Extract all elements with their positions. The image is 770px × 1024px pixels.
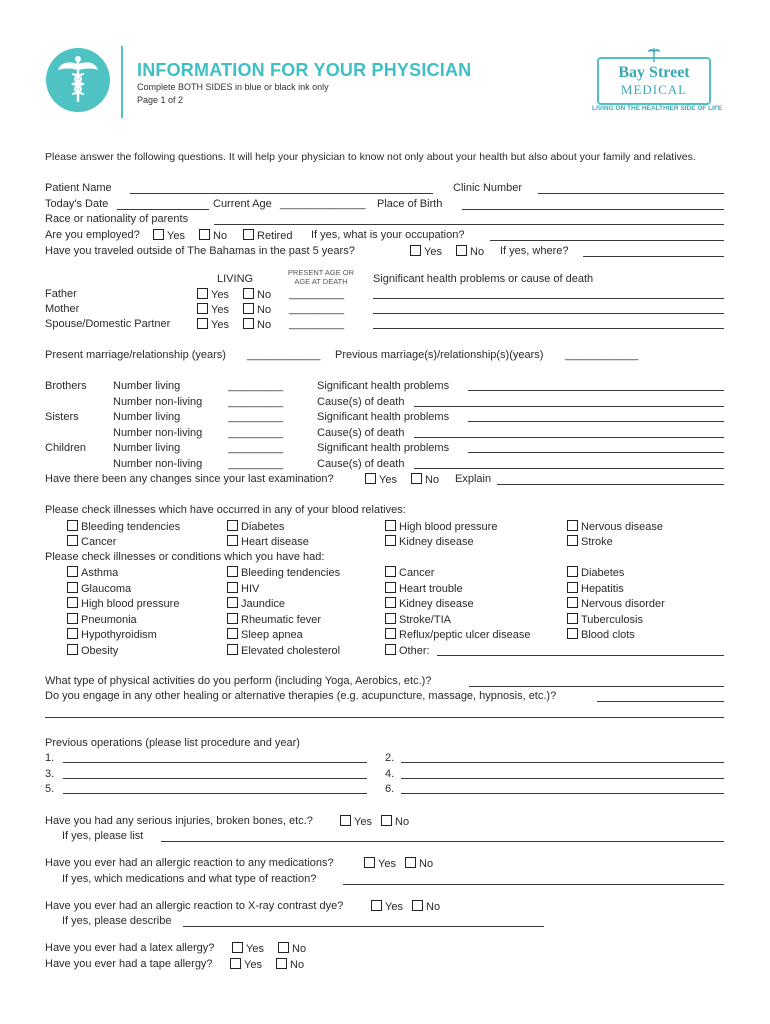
operation-number: 6. xyxy=(385,783,395,795)
checkbox-icon xyxy=(276,958,287,969)
brand-sub: MEDICAL xyxy=(620,82,688,97)
checkbox-icon xyxy=(197,318,208,329)
self-item[interactable]: Glaucoma xyxy=(67,582,131,595)
father-age-field[interactable]: _________ xyxy=(289,288,345,300)
self-item[interactable]: Cancer xyxy=(385,566,434,579)
checkbox-icon xyxy=(227,566,238,577)
ink-instructions: Complete BOTH SIDES in blue or black ink only xyxy=(137,82,329,92)
latex-allergy-label: Have you ever had a latex allergy? xyxy=(45,942,215,954)
latex-allergy-no[interactable]: No xyxy=(278,942,306,955)
checkbox-icon xyxy=(412,900,423,911)
blood-item[interactable]: Stroke xyxy=(567,535,613,548)
logo-badge xyxy=(46,48,110,112)
tape-allergy-yes[interactable]: Yes xyxy=(230,958,262,971)
self-item[interactable]: Obesity xyxy=(67,644,118,657)
operation-field-1[interactable] xyxy=(63,762,367,763)
travel-label: Have you traveled outside of The Bahamas in the past 5 years? xyxy=(45,245,355,257)
checkbox-icon xyxy=(243,318,254,329)
employed-yes[interactable]: Yes xyxy=(153,229,185,242)
injuries-no[interactable]: No xyxy=(381,815,409,828)
med-allergy-follow-label: If yes, which medications and what type of reaction? xyxy=(62,873,317,885)
mother-problems-field[interactable] xyxy=(373,313,724,314)
spouse-age-field[interactable]: _________ xyxy=(289,318,345,330)
checkbox-icon xyxy=(385,628,396,639)
operation-field-2[interactable] xyxy=(401,762,724,763)
checkbox-icon xyxy=(227,628,238,639)
mother-no[interactable]: No xyxy=(243,303,271,316)
checkbox-icon xyxy=(411,473,422,484)
mother-label: Mother xyxy=(45,303,80,315)
self-item[interactable]: Diabetes xyxy=(567,566,624,579)
blood-item[interactable]: High blood pressure xyxy=(385,520,497,533)
med-allergy-yes[interactable]: Yes xyxy=(364,857,396,870)
clinic-number-field[interactable] xyxy=(538,193,724,194)
checkbox-icon xyxy=(227,582,238,593)
sisters-label: Sisters xyxy=(45,411,79,423)
todays-date-field[interactable] xyxy=(117,209,209,210)
checkbox-icon xyxy=(67,566,78,577)
checkbox-icon xyxy=(243,229,254,240)
operation-number: 2. xyxy=(385,752,395,764)
present-marriage-label: Present marriage/relationship (years) xyxy=(45,349,226,361)
brothers-living-field[interactable]: _________ xyxy=(228,380,284,392)
self-heading: Please check illnesses or conditions which you have had: xyxy=(45,551,325,563)
self-item[interactable]: Stroke/TIA xyxy=(385,613,451,626)
race-label: Race or nationality of parents xyxy=(45,213,189,225)
checkbox-icon xyxy=(364,857,375,868)
employed-no[interactable]: No xyxy=(199,229,227,242)
spouse-label: Spouse/Domestic Partner xyxy=(45,318,171,330)
father-no[interactable]: No xyxy=(243,288,271,301)
self-item[interactable]: Jaundice xyxy=(227,597,285,610)
checkbox-icon xyxy=(385,520,396,531)
self-item[interactable]: Kidney disease xyxy=(385,597,474,610)
healing-label: Do you engage in any other healing or alternative therapies (e.g. acupuncture, massage, hypnosis, etc.)? xyxy=(45,690,557,702)
father-label: Father xyxy=(45,288,77,300)
brothers-label: Brothers xyxy=(45,380,87,392)
healing-field[interactable] xyxy=(597,701,724,702)
checkbox-icon xyxy=(567,628,578,639)
operation-number: 4. xyxy=(385,768,395,780)
blood-item[interactable]: Cancer xyxy=(67,535,116,548)
family-problems-header: Significant health problems or cause of death xyxy=(373,273,594,285)
children-problems-label: Significant health problems xyxy=(317,442,450,454)
checkbox-icon xyxy=(410,245,421,256)
father-yes[interactable]: Yes xyxy=(197,288,229,301)
current-age-field[interactable]: ______________ xyxy=(280,198,366,210)
checkbox-icon xyxy=(67,644,78,655)
brand-logo xyxy=(597,57,711,105)
latex-allergy-yes[interactable]: Yes xyxy=(232,942,264,955)
checkbox-icon xyxy=(232,942,243,953)
xray-follow-label: If yes, please describe xyxy=(62,915,172,927)
checkbox-icon xyxy=(456,245,467,256)
birth-place-field[interactable] xyxy=(462,209,724,210)
brothers-problems-field[interactable] xyxy=(468,390,724,391)
page-number: Page 1 of 2 xyxy=(137,95,184,105)
mother-yes[interactable]: Yes xyxy=(197,303,229,316)
mother-age-field[interactable]: _________ xyxy=(289,303,345,315)
self-item[interactable]: Reflux/peptic ulcer disease xyxy=(385,628,530,641)
clinic-number-label: Clinic Number xyxy=(453,182,523,194)
checkbox-icon xyxy=(567,535,578,546)
injuries-list-label: If yes, please list xyxy=(62,830,144,842)
checkbox-icon xyxy=(278,942,289,953)
checkbox-icon xyxy=(385,597,396,608)
children-cause-field[interactable] xyxy=(414,468,724,469)
brothers-nonliving-label: Number non-living xyxy=(113,396,203,408)
checkbox-icon xyxy=(385,535,396,546)
checkbox-icon xyxy=(243,303,254,314)
changes-explain-label: Explain xyxy=(455,473,492,485)
travel-where-field[interactable] xyxy=(583,256,724,257)
spouse-problems-field[interactable] xyxy=(373,328,724,329)
xray-allergy-label: Have you ever had an allergic reaction to X-ray contrast dye? xyxy=(45,900,344,912)
father-problems-field[interactable] xyxy=(373,298,724,299)
injuries-list-field[interactable] xyxy=(161,841,724,842)
checkbox-icon xyxy=(153,229,164,240)
checkbox-icon xyxy=(385,644,396,655)
operation-number: 3. xyxy=(45,768,55,780)
blood-heading: Please check illnesses which have occurred in any of your blood relatives: xyxy=(45,504,406,516)
physical-activities-label: What type of physical activities do you perform (including Yoga, Aerobics, etc.)? xyxy=(45,675,432,687)
self-item[interactable]: Rheumatic fever xyxy=(227,613,321,626)
checkbox-icon xyxy=(227,613,238,624)
brothers-nonliving-field[interactable]: _________ xyxy=(228,396,284,408)
brothers-living-label: Number living xyxy=(113,380,181,392)
med-allergy-no[interactable]: No xyxy=(405,857,433,870)
operation-number: 5. xyxy=(45,783,55,795)
intro-text: Please answer the following questions. It will help your physician to know not only about your health but also about your family and relatives. xyxy=(45,151,696,163)
checkbox-icon xyxy=(67,628,78,639)
brothers-cause-field[interactable] xyxy=(414,406,724,407)
injuries-label: Have you had any serious injuries, broken bones, etc.? xyxy=(45,815,313,827)
self-item-other[interactable]: Other: xyxy=(385,644,430,657)
operation-field-3[interactable] xyxy=(63,778,367,779)
blood-item[interactable]: Heart disease xyxy=(227,535,309,548)
changes-no[interactable]: No xyxy=(411,473,439,486)
checkbox-icon xyxy=(227,644,238,655)
occupation-label: If yes, what is your occupation? xyxy=(311,229,465,241)
patient-name-label: Patient Name xyxy=(45,182,112,194)
checkbox-icon xyxy=(67,613,78,624)
sisters-cause-field[interactable] xyxy=(414,437,724,438)
checkbox-icon xyxy=(340,815,351,826)
checkbox-icon xyxy=(243,288,254,299)
checkbox-icon xyxy=(567,520,578,531)
checkbox-icon xyxy=(197,303,208,314)
children-living-field[interactable]: _________ xyxy=(228,442,284,454)
changes-yes[interactable]: Yes xyxy=(365,473,397,486)
travel-where-label: If yes, where? xyxy=(500,245,569,257)
sisters-nonliving-field[interactable]: _________ xyxy=(228,427,284,439)
tape-allergy-label: Have you ever had a tape allergy? xyxy=(45,958,213,970)
checkbox-icon xyxy=(371,900,382,911)
birth-place-label: Place of Birth xyxy=(377,198,443,210)
blood-item[interactable]: Bleeding tendencies xyxy=(67,520,180,533)
employed-label: Are you employed? xyxy=(45,229,140,241)
brothers-cause-label: Cause(s) of death xyxy=(317,396,405,408)
med-allergy-follow-field[interactable] xyxy=(343,884,724,885)
spouse-no[interactable]: No xyxy=(243,318,271,331)
sisters-cause-label: Cause(s) of death xyxy=(317,427,405,439)
todays-date-label: Today's Date xyxy=(45,198,109,210)
occupation-field[interactable] xyxy=(490,240,724,241)
checkbox-icon xyxy=(227,520,238,531)
checkbox-icon xyxy=(385,566,396,577)
sisters-nonliving-label: Number non-living xyxy=(113,427,203,439)
travel-yes[interactable]: Yes xyxy=(410,245,442,258)
checkbox-icon xyxy=(67,597,78,608)
brothers-problems-label: Significant health problems xyxy=(317,380,450,392)
self-item[interactable]: Pneumonia xyxy=(67,613,137,626)
self-item[interactable]: Tuberculosis xyxy=(567,613,643,626)
operation-field-6[interactable] xyxy=(401,793,724,794)
operation-field-4[interactable] xyxy=(401,778,724,779)
healing-field-extra[interactable] xyxy=(45,717,724,718)
blood-item[interactable]: Diabetes xyxy=(227,520,284,533)
checkbox-icon xyxy=(567,597,578,608)
self-item[interactable]: Hepatitis xyxy=(567,582,624,595)
physical-activities-field[interactable] xyxy=(469,686,724,687)
sisters-living-label: Number living xyxy=(113,411,181,423)
sisters-problems-label: Significant health problems xyxy=(317,411,450,423)
travel-no[interactable]: No xyxy=(456,245,484,258)
checkbox-icon xyxy=(405,857,416,868)
checkbox-icon xyxy=(67,520,78,531)
tape-allergy-no[interactable]: No xyxy=(276,958,304,971)
children-problems-field[interactable] xyxy=(468,452,724,453)
self-item[interactable]: Heart trouble xyxy=(385,582,463,595)
checkbox-icon xyxy=(385,613,396,624)
checkbox-icon xyxy=(381,815,392,826)
xray-allergy-no[interactable]: No xyxy=(412,900,440,913)
operation-number: 1. xyxy=(45,752,55,764)
children-label: Children xyxy=(45,442,86,454)
self-item[interactable]: Blood clots xyxy=(567,628,635,641)
page-title: INFORMATION FOR YOUR PHYSICIAN xyxy=(137,60,472,80)
checkbox-icon xyxy=(227,597,238,608)
present-age-header: PRESENT AGE OR AGE AT DEATH xyxy=(287,268,355,286)
blood-item[interactable]: Nervous disease xyxy=(567,520,663,533)
present-marriage-field[interactable]: ____________ xyxy=(247,349,321,361)
race-field[interactable] xyxy=(214,224,724,225)
injuries-yes[interactable]: Yes xyxy=(340,815,372,828)
self-item[interactable]: Hypothyroidism xyxy=(67,628,157,641)
checkbox-icon xyxy=(67,582,78,593)
checkbox-icon xyxy=(230,958,241,969)
children-nonliving-field[interactable]: _________ xyxy=(228,458,284,470)
patient-name-field[interactable] xyxy=(130,193,433,194)
checkbox-icon xyxy=(197,288,208,299)
previous-marriage-label: Previous marriage(s)/relationship(s)(years) xyxy=(335,349,544,361)
spouse-yes[interactable]: Yes xyxy=(197,318,229,331)
caduceus-icon xyxy=(647,47,661,63)
checkbox-icon xyxy=(199,229,210,240)
children-cause-label: Cause(s) of death xyxy=(317,458,405,470)
self-item[interactable]: Nervous disorder xyxy=(567,597,665,610)
checkbox-icon xyxy=(567,566,578,577)
self-item[interactable]: High blood pressure xyxy=(67,597,179,610)
employed-retired[interactable]: Retired xyxy=(243,229,292,242)
self-item[interactable]: Asthma xyxy=(67,566,118,579)
checkbox-icon xyxy=(567,582,578,593)
checkbox-icon xyxy=(365,473,376,484)
checkbox-icon xyxy=(567,613,578,624)
self-other-field[interactable] xyxy=(437,655,724,656)
sisters-living-field[interactable]: _________ xyxy=(228,411,284,423)
med-allergy-label: Have you ever had an allergic reaction to any medications? xyxy=(45,857,334,869)
self-item[interactable]: Sleep apnea xyxy=(227,628,303,641)
checkbox-icon xyxy=(227,535,238,546)
operation-field-5[interactable] xyxy=(63,793,367,794)
children-living-label: Number living xyxy=(113,442,181,454)
changes-label: Have there been any changes since your last examination? xyxy=(45,473,334,485)
previous-marriage-field[interactable]: ____________ xyxy=(565,349,639,361)
header-divider xyxy=(121,46,123,118)
brand-name: Bay Street xyxy=(618,64,690,81)
xray-follow-field[interactable] xyxy=(183,926,544,927)
xray-allergy-yes[interactable]: Yes xyxy=(371,900,403,913)
sisters-problems-field[interactable] xyxy=(468,421,724,422)
children-nonliving-label: Number non-living xyxy=(113,458,203,470)
living-header: LIVING xyxy=(217,273,254,285)
self-item[interactable]: HIV xyxy=(227,582,259,595)
changes-explain-field[interactable] xyxy=(497,484,724,485)
self-item[interactable]: Elevated cholesterol xyxy=(227,644,340,657)
brand-tagline: LIVING ON THE HEALTHIER SIDE OF LIFE xyxy=(592,105,723,112)
checkbox-icon xyxy=(67,535,78,546)
self-item[interactable]: Bleeding tendencies xyxy=(227,566,340,579)
checkbox-icon xyxy=(385,582,396,593)
caduceus-icon xyxy=(46,48,110,112)
blood-item[interactable]: Kidney disease xyxy=(385,535,474,548)
operations-heading: Previous operations (please list procedure and year) xyxy=(45,737,300,749)
current-age-label: Current Age xyxy=(213,198,272,210)
